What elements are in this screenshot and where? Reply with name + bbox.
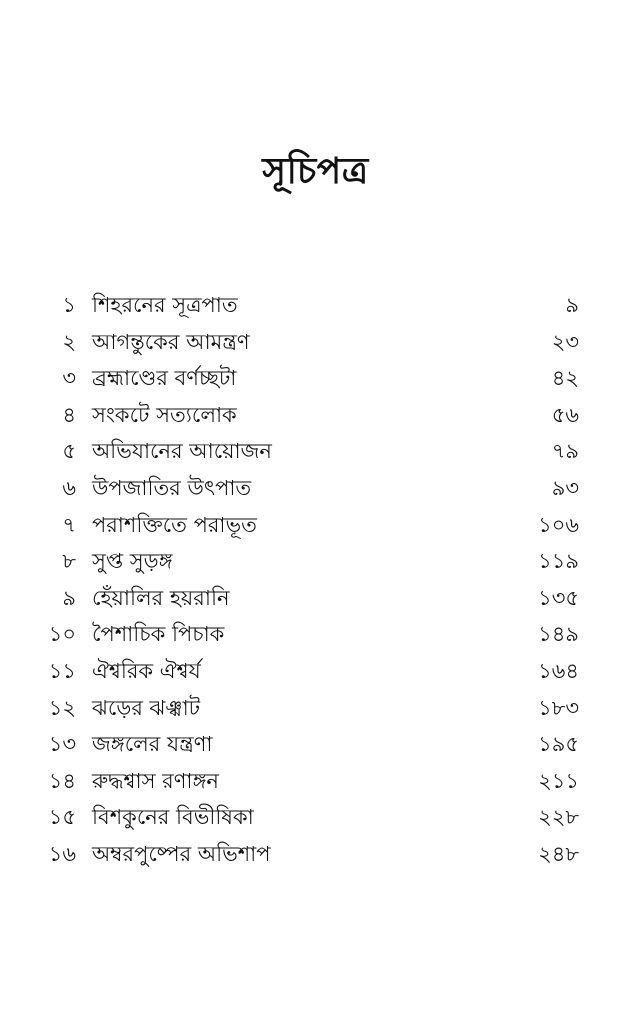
- toc-entry-number: ৪: [62, 402, 76, 427]
- toc-entry-number: ১১: [48, 658, 76, 683]
- toc-entry-title: পৈশাচিক পিচাক: [92, 622, 225, 647]
- toc-entry-page: ১৯৫: [538, 732, 579, 757]
- toc-entry: [0, 433, 631, 470]
- toc-entry-title: ব্রহ্মাণ্ডের বর্ণচ্ছটা: [92, 366, 237, 391]
- toc-entry-title: ঝড়ের ঝঞ্ঝাট: [92, 695, 201, 720]
- toc-entry-page: ৯৩: [551, 475, 579, 500]
- toc-entry-page: ৪২: [551, 366, 579, 391]
- toc-entry-title: অম্বরপুষ্পের অভিশাপ: [92, 841, 271, 866]
- toc-entry-number: ১০: [48, 622, 76, 647]
- toc-entry-title: আগন্তুকের আমন্ত্রণ: [92, 329, 250, 354]
- toc-entry: [0, 470, 631, 507]
- toc-entry: [0, 360, 631, 397]
- toc-entry-title: রুদ্ধশ্বাস রণাঙ্গন: [92, 768, 219, 793]
- toc-entry: [0, 799, 631, 836]
- toc-entry-title: সুপ্ত সুড়ঙ্গ: [92, 549, 173, 574]
- toc-entry-page: ২১১: [538, 768, 579, 793]
- toc-entry-title: জঙ্গলের যন্ত্রণা: [92, 732, 213, 757]
- toc-entry-number: ৬: [62, 475, 76, 500]
- toc-entry-number: ৭: [62, 512, 76, 537]
- table-of-contents: [0, 287, 631, 873]
- toc-entry-number: ৫: [62, 439, 76, 464]
- toc-entry-page: ২২৮: [538, 805, 579, 830]
- toc-entry-title: বিশকুনের বিভীষিকা: [92, 805, 254, 830]
- toc-entry: [0, 836, 631, 873]
- toc-entry-page: ২৪৮: [538, 841, 579, 866]
- toc-entry-number: ১৩: [48, 732, 76, 757]
- toc-entry: [0, 580, 631, 617]
- toc-entry-page: ২৩: [551, 329, 579, 354]
- toc-entry-page: ১৮৩: [538, 695, 579, 720]
- toc-entry-title: হেঁয়ালির হয়রানি: [92, 585, 230, 610]
- toc-entry: [0, 507, 631, 544]
- toc-entry: [0, 690, 631, 727]
- toc-entry-title: শিহরনের সূত্রপাত: [92, 293, 238, 317]
- toc-entry-number: ১: [62, 293, 76, 317]
- toc-entry-number: ৮: [62, 549, 76, 574]
- toc-entry: [0, 543, 631, 580]
- toc-entry-title: সংকটে সত্যলোক: [92, 402, 237, 427]
- toc-entry-page: ১৬৪: [538, 658, 579, 683]
- toc-entry-number: ১৪: [48, 768, 76, 793]
- toc-entry-number: ১২: [48, 695, 76, 720]
- toc-entry-page: ১১৯: [538, 549, 579, 574]
- toc-entry-number: ১৬: [48, 841, 76, 866]
- toc-entry-title: অভিযানের আয়োজন: [92, 439, 272, 464]
- toc-entry-number: ২: [62, 329, 76, 354]
- toc-entry-title: উপজাতির উৎপাত: [92, 475, 252, 500]
- toc-entry-number: ৩: [62, 366, 76, 391]
- toc-entry: [0, 653, 631, 690]
- toc-entry-page: ৭৯: [551, 439, 579, 464]
- toc-entry: [0, 616, 631, 653]
- toc-entry-page: ১৩৫: [538, 585, 579, 610]
- toc-entry-title: পরাশক্তিতে পরাভূত: [92, 512, 257, 537]
- toc-entry: [0, 287, 631, 324]
- toc-entry: [0, 397, 631, 434]
- toc-entry: [0, 763, 631, 800]
- toc-entry-page: ৯: [565, 293, 579, 317]
- toc-entry-title: ঐশ্বরিক ঐশ্বর্য: [92, 658, 201, 683]
- toc-entry-page: ১০৬: [538, 512, 579, 537]
- toc-entry: [0, 726, 631, 763]
- toc-entry-page: ৫৬: [551, 402, 579, 427]
- toc-entry: [0, 324, 631, 361]
- page-title: সূচিপত্র: [262, 151, 369, 192]
- toc-entry-number: ১৫: [48, 805, 76, 830]
- toc-entry-page: ১৪৯: [538, 622, 579, 647]
- toc-entry-number: ৯: [62, 585, 76, 610]
